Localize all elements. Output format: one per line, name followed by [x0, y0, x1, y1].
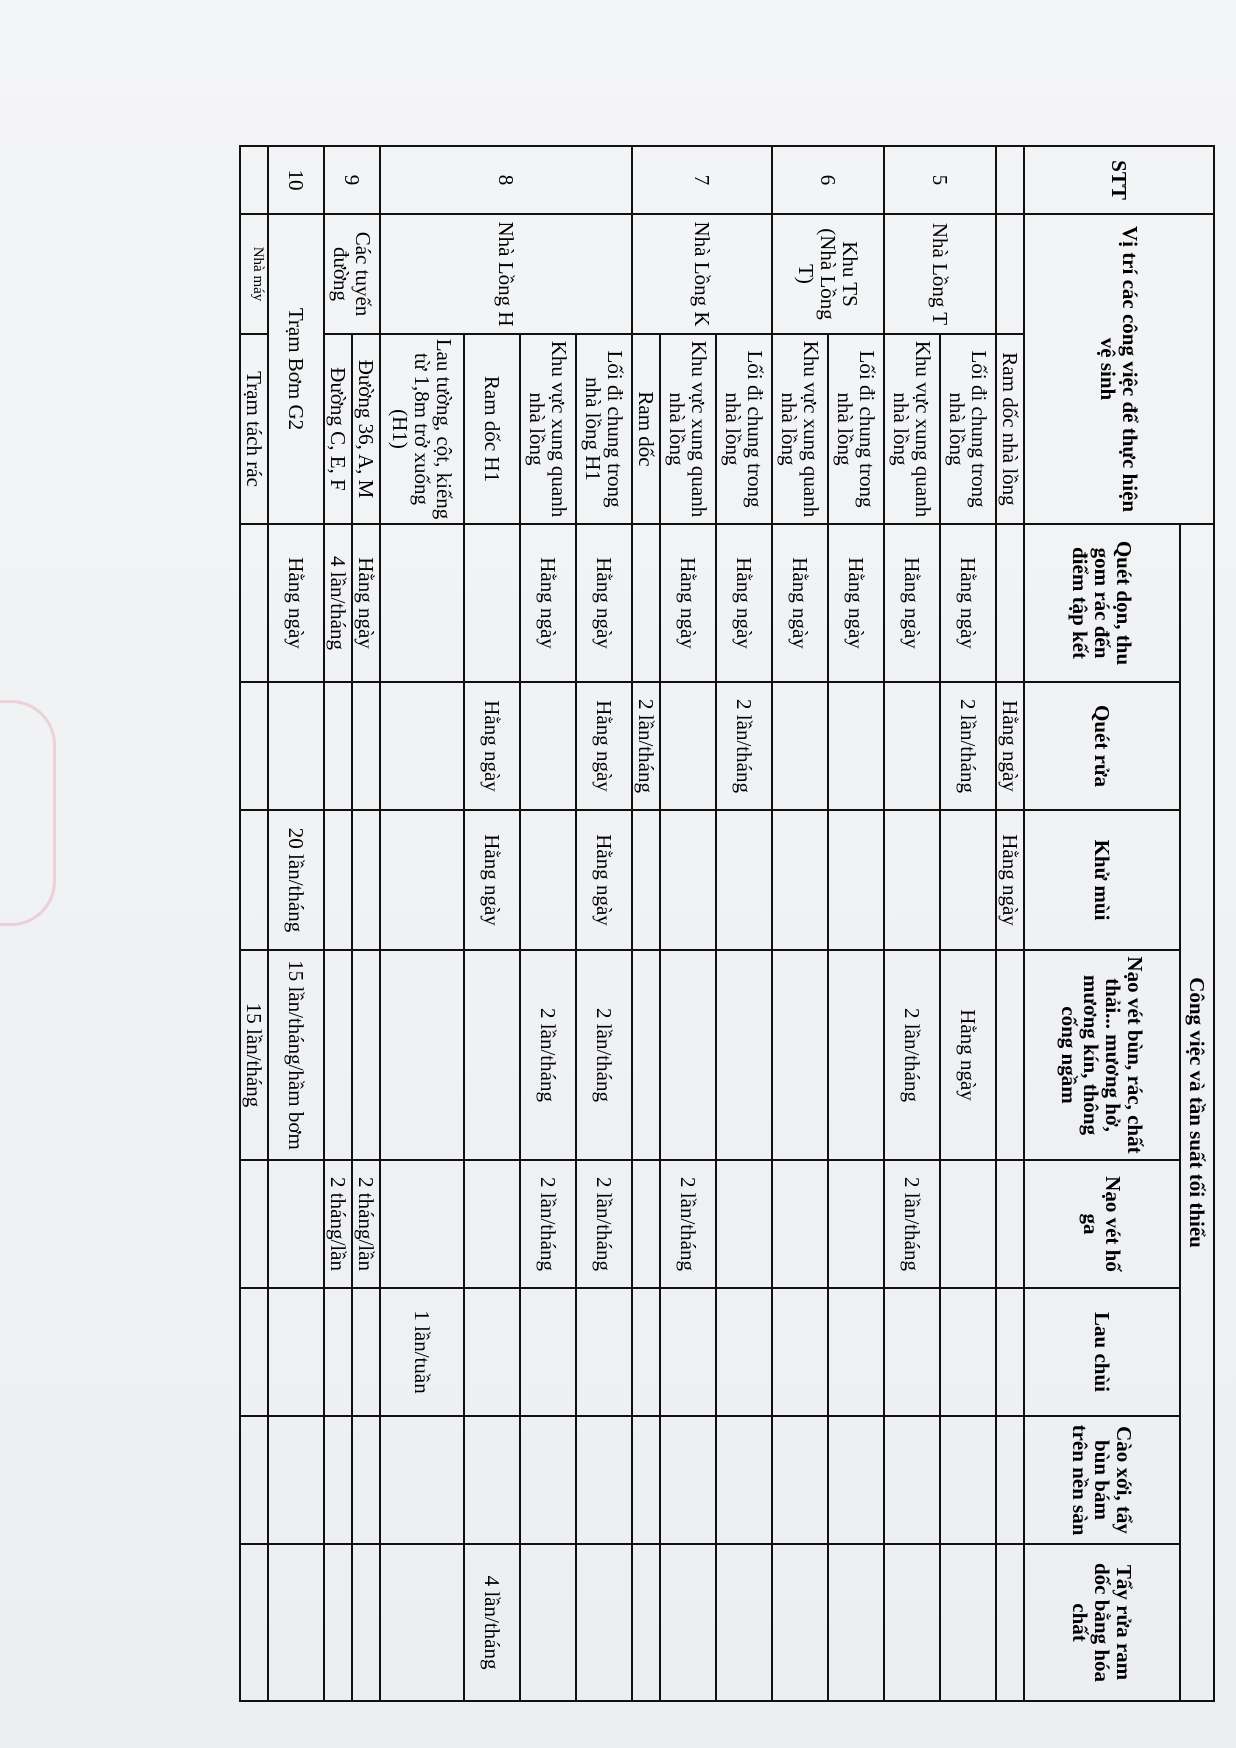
freq-cell: Hằng ngày [576, 682, 632, 810]
stt-header: STT [1024, 146, 1214, 214]
table-row [352, 146, 380, 1701]
freq-cell: 2 lần/tháng [884, 950, 940, 1160]
table-row [940, 146, 996, 1701]
location-cell: Nhà Lồng K [632, 214, 772, 334]
freq-cell: Hằng ngày [660, 524, 716, 682]
task-header-wash: Quét rửa [1024, 682, 1180, 810]
freq-cell: Hằng ngày [884, 524, 940, 682]
table-row [324, 146, 352, 1701]
freq-cell: 4 lần/tháng [324, 524, 352, 682]
row-item: Khu vực xung quanh nhà lồng [520, 334, 576, 524]
row-item: Trạm tách rác [240, 334, 268, 524]
table-row [380, 146, 464, 1701]
freq-cell: Hằng ngày [716, 524, 772, 682]
freq-cell: 2 tháng/lần [352, 1160, 380, 1288]
freq-cell: 1 lần/tuần [380, 1288, 464, 1416]
freq-cell: Hằng ngày [464, 810, 520, 950]
task-header-sweep-collect: Quét dọn, thu gom rác đến điểm tập kết [1024, 524, 1180, 682]
row-item: Ram dốc nhà lồng [996, 334, 1024, 524]
task-header-dredge-manholes: Nạo vét hố ga [1024, 1160, 1180, 1288]
row-item: Lau tường, cột, kiếng từ 1,8m trở xuống (H1) [380, 334, 464, 524]
stt-cell: 7 [632, 146, 772, 214]
row-item: Khu vực xung quanh nhà lồng [660, 334, 716, 524]
row-item: Đường C, E, F [324, 334, 352, 524]
freq-cell: Hằng ngày [576, 810, 632, 950]
freq-cell: 2 lần/tháng [632, 682, 660, 810]
row-item: Lối đi chung trong nhà lồng [828, 334, 884, 524]
freq-cell: 15 lần/tháng/hầm bơm [268, 950, 324, 1160]
row-item: Lối đi chung trong nhà lồng [716, 334, 772, 524]
cleaning-schedule-table [239, 145, 1215, 1702]
freq-cell: Hằng ngày [352, 524, 380, 682]
table-row [464, 146, 520, 1701]
table-row [520, 146, 576, 1701]
freq-cell: Hằng ngày [996, 682, 1024, 810]
freq-cell: 2 tháng/lần [324, 1160, 352, 1288]
freq-cell: Hằng ngày [828, 524, 884, 682]
row-item: Khu vực xung quanh nhà lồng [884, 334, 940, 524]
freq-cell: 2 lần/tháng [520, 950, 576, 1160]
table-row [716, 146, 772, 1701]
table-row [632, 146, 660, 1701]
row-item: Ram dốc [632, 334, 660, 524]
freq-cell: Hằng ngày [772, 524, 828, 682]
freq-cell: 2 lần/tháng [884, 1160, 940, 1288]
location-cell: Nhà máy [240, 214, 268, 334]
freq-cell: 2 lần/tháng [576, 1160, 632, 1288]
freq-cell: 2 lần/tháng [660, 1160, 716, 1288]
freq-cell: 2 lần/tháng [940, 682, 996, 810]
location-cell: Các tuyến đường [324, 214, 380, 334]
table-row [828, 146, 884, 1701]
stt-cell: 5 [884, 146, 996, 214]
table-row [268, 146, 324, 1701]
location-header: Vị trí các công việc để thực hiện vệ sinh [1024, 214, 1214, 524]
row-item: Lối đi chung trong nhà lồng H1 [576, 334, 632, 524]
stt-cell: 9 [324, 146, 380, 214]
table-row [240, 146, 268, 1701]
row-item: Khu vực xung quanh nhà lồng [772, 334, 828, 524]
table-row [660, 146, 716, 1701]
task-header-dredge-drains: Nạo vét bùn, rác, chất thải... mương hở, mương kín, thông cống ngầm [1024, 950, 1180, 1160]
freq-cell: 2 lần/tháng [520, 1160, 576, 1288]
freq-cell: Hằng ngày [464, 682, 520, 810]
stt-cell: 6 [772, 146, 884, 214]
freq-cell: Hằng ngày [996, 810, 1024, 950]
row-item: Ram dốc H1 [464, 334, 520, 524]
freq-cell: Hằng ngày [940, 950, 996, 1160]
freq-cell: Hằng ngày [940, 524, 996, 682]
row-item: Lối đi chung trong nhà lồng [940, 334, 996, 524]
location-cell: Nhà Lồng H [380, 214, 632, 334]
location-cell: Nhà Lồng T [884, 214, 996, 334]
freq-cell: 15 lần/tháng [240, 950, 268, 1160]
freq-cell: 2 lần/tháng [716, 682, 772, 810]
task-header-deodorize: Khử mùi [1024, 810, 1180, 950]
task-header-scrape-floor: Cào xới, tẩy bùn bám trên nền sàn [1024, 1416, 1180, 1544]
task-header-chemical-ramp: Tẩy rửa ram dốc bằng hóa chất [1024, 1544, 1180, 1701]
table-row [884, 146, 940, 1701]
table-row [996, 146, 1024, 1701]
table-row [576, 146, 632, 1701]
table-title: Công việc và tần suất tối thiểu [1180, 524, 1214, 1701]
location-cell: Khu TS (Nhà Lồng T) [772, 214, 884, 334]
stt-cell: 8 [380, 146, 632, 214]
freq-cell: Hằng ngày [576, 524, 632, 682]
stt-cell: 10 [268, 146, 324, 214]
table-row [772, 146, 828, 1701]
freq-cell: Hằng ngày [520, 524, 576, 682]
row-item: Đường 36, A, M [352, 334, 380, 524]
freq-cell: 2 lần/tháng [576, 950, 632, 1160]
freq-cell: 20 lần/tháng [268, 810, 324, 950]
rotated-document [40, 145, 1215, 1700]
location-cell: Trạm Bơm G2 [268, 214, 324, 524]
freq-cell: Hằng ngày [268, 524, 324, 682]
task-header-wipe: Lau chùi [1024, 1288, 1180, 1416]
freq-cell: 4 lần/tháng [464, 1544, 520, 1701]
